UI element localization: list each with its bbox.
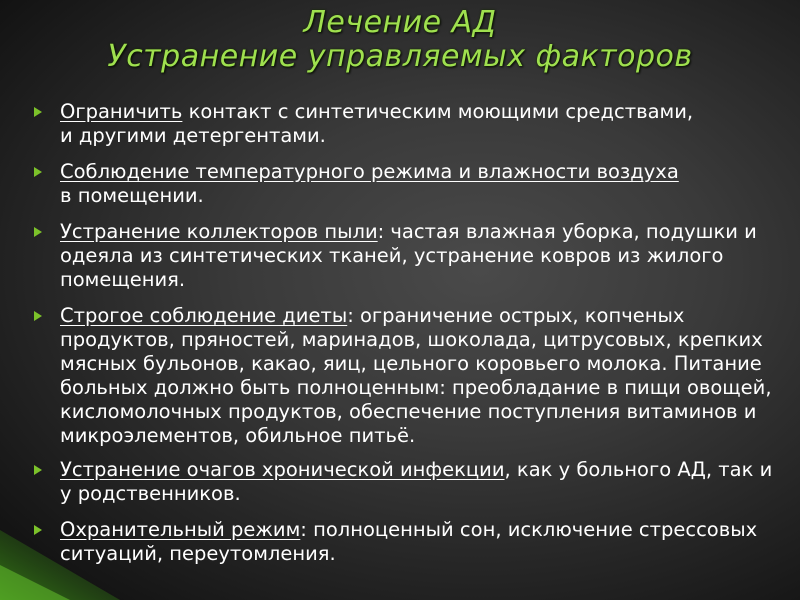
- triangle-right-icon: [34, 227, 42, 237]
- triangle-right-icon: [34, 525, 42, 535]
- triangle-right-icon: [34, 167, 42, 177]
- item-text: : ограничение острых, копченых продуктов, пряностей, маринадов, шоколада, цитрусовых, крепких мясных бульонов, какао, яиц, цельного коровьего молока. Питание больных должно быть полноценным: преобладание в пищи овощей, кисломолочных продуктов, обеспечение поступления витаминов и микроэлементов, обильное питьё.: [60, 304, 772, 447]
- item-term: Устранение коллекторов пыли: [60, 220, 378, 243]
- triangle-right-icon: [34, 465, 42, 475]
- bullet-list: [34, 100, 784, 578]
- list-item: [34, 518, 784, 566]
- item-term: Соблюдение температурного режима и влажности воздуха: [60, 160, 679, 183]
- item-text-continued: в помещении.: [60, 184, 204, 207]
- item-text: контакт с синтетическим моющими средствами,: [182, 100, 694, 123]
- list-item: [34, 100, 784, 148]
- item-term: Охранительный режим: [60, 518, 301, 541]
- list-item: [34, 220, 784, 292]
- item-text: , как у больного АД, так и у родственников.: [60, 458, 773, 505]
- item-term: Ограничить: [60, 100, 183, 123]
- item-term: Устранение очагов хронической инфекции: [60, 458, 505, 481]
- title-line-2: Устранение управляемых факторов: [107, 39, 693, 74]
- triangle-right-icon: [34, 311, 42, 321]
- title-line-1: Лечение АД: [303, 5, 497, 40]
- item-text: : частая влажная уборка, подушки и одеяла из синтетических тканей, устранение ковров из жилого помещения.: [60, 220, 757, 291]
- item-text: : полноценный сон, исключение стрессовых ситуаций, переутомления.: [60, 518, 758, 565]
- triangle-right-icon: [34, 107, 42, 117]
- item-text-continued: и другими детергентами.: [60, 124, 326, 147]
- list-item: [34, 160, 784, 208]
- list-item: [34, 458, 784, 506]
- slide-title: [0, 6, 800, 74]
- item-term: Строгое соблюдение диеты: [60, 304, 348, 327]
- list-item: [34, 304, 784, 448]
